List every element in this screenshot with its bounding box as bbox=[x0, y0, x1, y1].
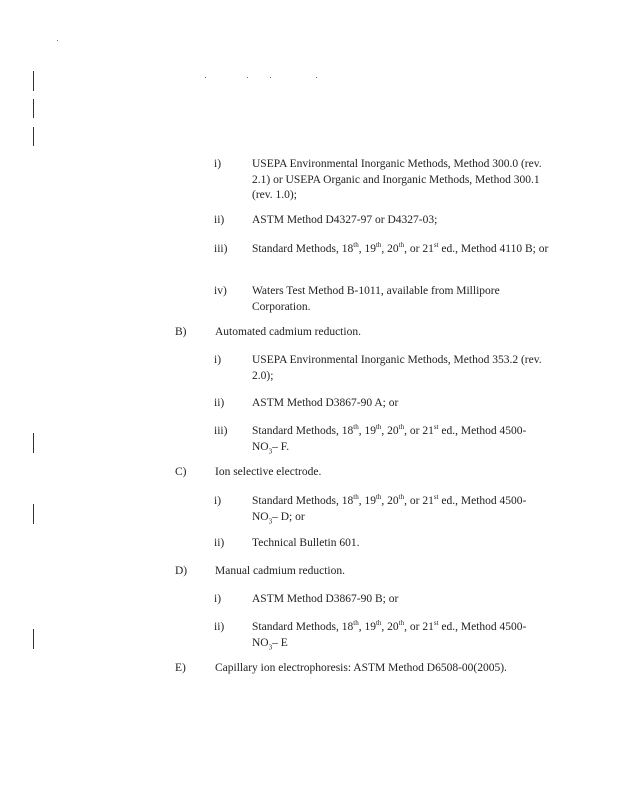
scan-speck bbox=[205, 77, 206, 78]
item-text: Technical Bulletin 601. bbox=[252, 537, 360, 549]
item-text: ASTM Method D3867-90 A; or bbox=[252, 397, 399, 409]
section-letter: B) bbox=[175, 326, 187, 338]
item-number: ii) bbox=[214, 621, 225, 633]
item-number: iv) bbox=[214, 285, 227, 297]
item-text: ASTM Method D3867-90 B; or bbox=[252, 593, 399, 605]
item-number: ii) bbox=[214, 214, 225, 226]
item-text: Standard Methods, 18th, 19th, 20th, or 21st ed., Method $4500-NO_3-$ D; or bbox=[252, 493, 527, 525]
scan-speck bbox=[57, 40, 58, 41]
section-letter: E) bbox=[175, 662, 186, 674]
item-number: iii) bbox=[214, 243, 228, 255]
item-text: USEPA Environmental Inorganic Methods, Method 353.2 (rev. 2.0); bbox=[252, 354, 542, 382]
item-number: iii) bbox=[214, 425, 228, 437]
item-number: i) bbox=[214, 158, 222, 170]
item-number: i) bbox=[214, 593, 222, 605]
section-title: Ion selective electrode. bbox=[215, 466, 322, 478]
scan-speck bbox=[316, 77, 317, 78]
change-bar bbox=[33, 127, 34, 146]
item-number: i) bbox=[214, 354, 222, 366]
item-text: USEPA Environmental Inorganic Methods, Method 300.0 (rev. 2.1) or USEPA Organic and Inorganic Methods, Method 300.1 (rev. 1.0); bbox=[252, 158, 542, 201]
change-bar bbox=[33, 629, 34, 649]
item-text: Standard Methods, 18th, 19th, 20th, or 21st ed., Method $4500-NO_3-$ F. bbox=[252, 423, 527, 455]
item-text: Standard Methods, 18th, 19th, 20th, or 21st ed., Method $4500-NO_3-$ E bbox=[252, 619, 527, 651]
item-number: i) bbox=[214, 495, 222, 507]
section-letter: C) bbox=[175, 466, 187, 478]
item-number: ii) bbox=[214, 397, 225, 409]
change-bar bbox=[33, 433, 34, 453]
scan-speck bbox=[247, 77, 248, 78]
item-text: Standard Methods, 18th, 19th, 20th, or 21st ed., Method 4110 B; or bbox=[252, 241, 549, 255]
section-title: Automated cadmium reduction. bbox=[215, 326, 361, 338]
change-bar bbox=[33, 71, 34, 91]
section-title: Manual cadmium reduction. bbox=[215, 565, 345, 577]
item-text: Waters Test Method B-1011, available from Millipore Corporation. bbox=[252, 285, 500, 313]
section-title: Capillary ion electrophoresis: ASTM Method D6508-00(2005). bbox=[215, 662, 507, 674]
section-letter: D) bbox=[175, 565, 188, 577]
item-number: ii) bbox=[214, 537, 225, 549]
scan-speck bbox=[270, 77, 271, 78]
item-text: ASTM Method D4327-97 or D4327-03; bbox=[252, 214, 438, 226]
change-bar bbox=[33, 504, 34, 524]
change-bar bbox=[33, 99, 34, 118]
